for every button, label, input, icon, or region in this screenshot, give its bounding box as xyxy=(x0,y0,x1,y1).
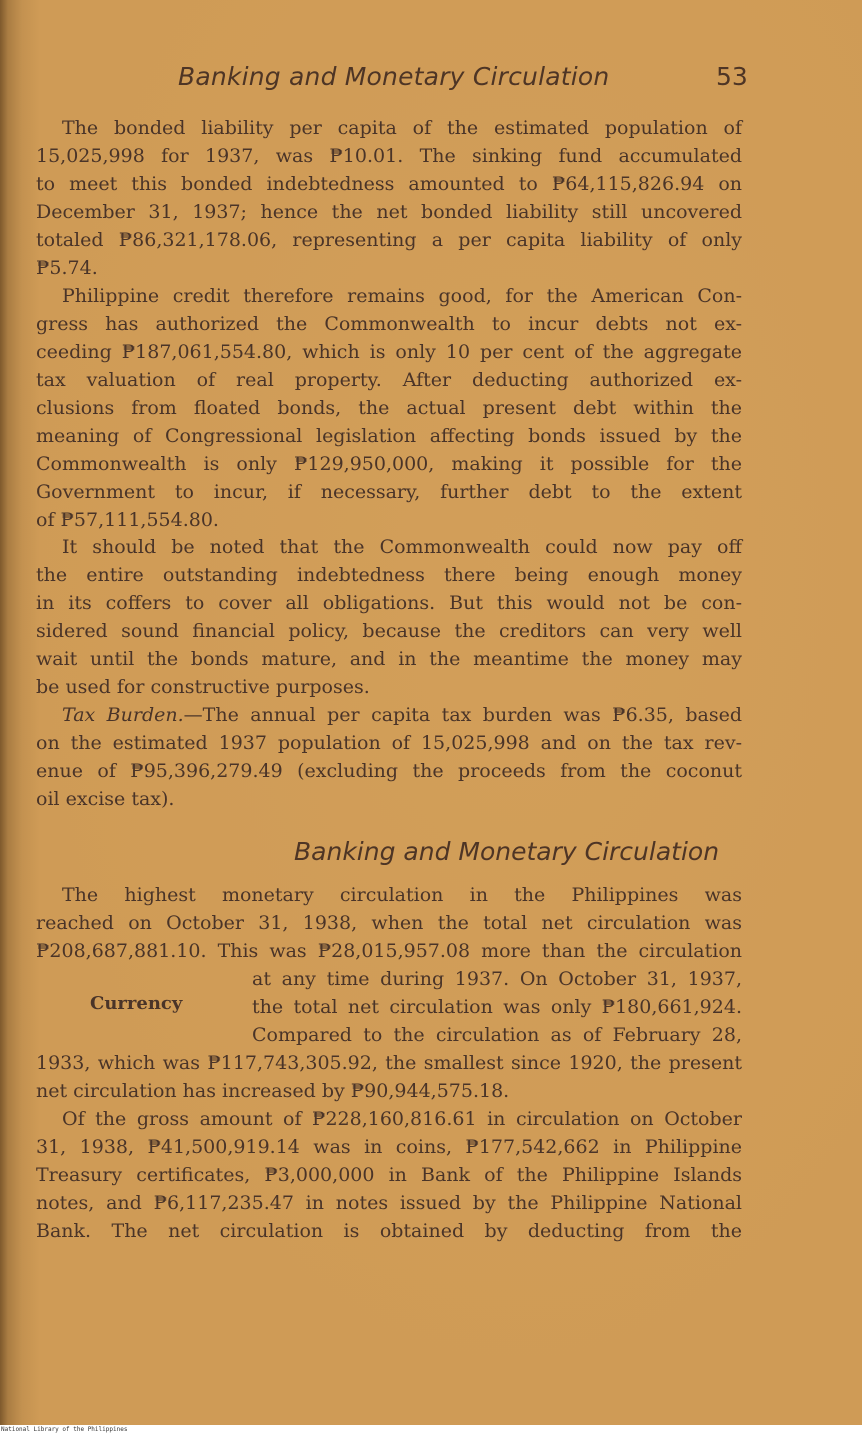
text-line: on the estimated 1937 population of 15,025,998 and on the tax rev- xyxy=(36,732,742,754)
text-line: The bonded liability per capita of the estimated population of xyxy=(62,117,742,139)
text-line: totaled ₱86,321,178.06, representing a per capita liability of only xyxy=(36,229,742,251)
tax-burden-label: Tax Burden. xyxy=(62,704,184,726)
text-line: Compared to the circulation as of February 28, xyxy=(252,1024,742,1046)
text-line: ₱208,687,881.10. This was ₱28,015,957.08 more than the circulation xyxy=(36,940,742,962)
text-line: tax valuation of real property. After deducting authorized ex- xyxy=(36,369,742,391)
text-line: Commonwealth is only ₱129,950,000, making it possible for the xyxy=(36,453,742,475)
text-line: oil excise tax). xyxy=(36,788,175,810)
text-line: Bank. The net circulation is obtained by deducting from the xyxy=(36,1220,742,1242)
text-line: ceeding ₱187,061,554.80, which is only 10 per cent of the aggregate xyxy=(36,341,742,363)
page-number: 53 xyxy=(716,62,748,91)
text-line: the total net circulation was only ₱180,661,924. xyxy=(252,996,742,1018)
text-line: gress has authorized the Commonwealth to incur debts not ex- xyxy=(36,313,742,335)
text-line: of ₱57,111,554.80. xyxy=(36,509,219,531)
text-line: be used for constructive purposes. xyxy=(36,676,370,698)
text-line: the entire outstanding indebtedness there being enough money xyxy=(36,564,742,586)
text-line: Government to incur, if necessary, further debt to the extent xyxy=(36,481,742,503)
text-line: Philippine credit therefore remains good, for the American Con- xyxy=(62,285,742,307)
text-line: December 31, 1937; hence the net bonded liability still uncovered xyxy=(36,201,742,223)
text-line-rest: —The annual per capita tax burden was ₱6.35, based xyxy=(183,704,743,726)
footer-credit: National Library of the Philippines xyxy=(1,1426,128,1433)
text-line: notes, and ₱6,117,235.47 in notes issued by the Philippine National xyxy=(36,1192,742,1214)
text-line: clusions from floated bonds, the actual present debt within the xyxy=(36,397,742,419)
section-heading: Banking and Monetary Circulation xyxy=(294,837,720,866)
text-line: enue of ₱95,396,279.49 (excluding the proceeds from the coconut xyxy=(36,760,742,782)
text-line: net circulation has increased by ₱90,944,575.18. xyxy=(36,1080,510,1102)
running-title: Banking and Monetary Circulation xyxy=(178,62,610,91)
text-line xyxy=(62,701,742,729)
text-line: meaning of Congressional legislation affecting bonds issued by the xyxy=(36,425,742,447)
text-line: in its coffers to cover all obligations. But this would not be con- xyxy=(36,592,742,614)
text-line: It should be noted that the Commonwealth could now pay off xyxy=(62,536,742,558)
text-line: Treasury certificates, ₱3,000,000 in Bank of the Philippine Islands xyxy=(36,1164,742,1186)
text-line: sidered sound financial policy, because the creditors can very well xyxy=(36,620,742,642)
sidenote-currency: Currency xyxy=(90,993,183,1014)
text-line: reached on October 31, 1938, when the total net circulation was xyxy=(36,912,742,934)
text-line: ₱5.74. xyxy=(36,257,98,279)
text-line: 31, 1938, ₱41,500,919.14 was in coins, ₱177,542,662 in Philippine xyxy=(36,1136,742,1158)
text-line: The highest monetary circulation in the Philippines was xyxy=(62,884,742,906)
text-line: at any time during 1937. On October 31, 1937, xyxy=(252,968,742,990)
text-line: 1933, which was ₱117,743,305.92, the smallest since 1920, the present xyxy=(36,1052,742,1074)
text-line: to meet this bonded indebtedness amounted to ₱64,115,826.94 on xyxy=(36,173,742,195)
text-line: wait until the bonds mature, and in the meantime the money may xyxy=(36,648,742,670)
text-line: 15,025,998 for 1937, was ₱10.01. The sinking fund accumulated xyxy=(36,145,742,167)
text-line: Of the gross amount of ₱228,160,816.61 in circulation on October xyxy=(62,1108,742,1130)
